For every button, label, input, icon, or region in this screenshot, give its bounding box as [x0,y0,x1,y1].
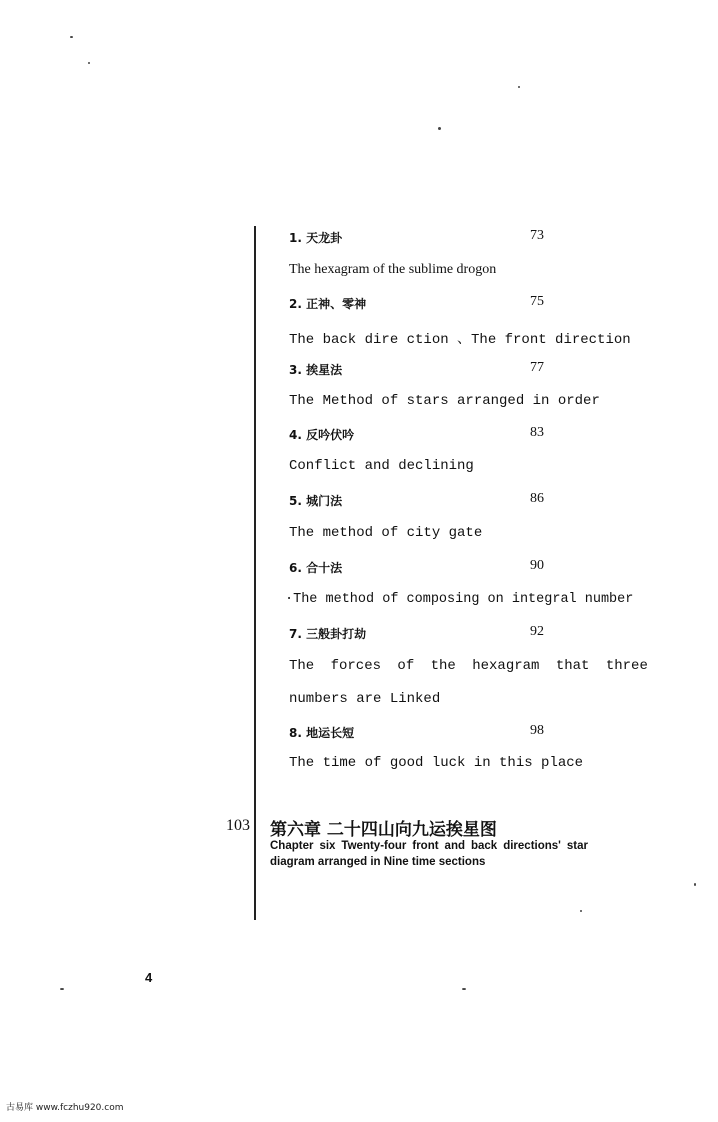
chapter-title-zh: 第六章 二十四山向九运挨星图 [270,820,497,840]
entry-8-title-zh: 8. 地运长短 [289,726,355,740]
entry-6-title-en: ·The method of composing on integral number [285,592,634,607]
vertical-rule [254,226,256,920]
footer-watermark: 古易库 www.fczhu920.com [6,1103,124,1113]
chapter-title-en: Chapter six Twenty-four front and back directions' star diagram arranged in Nine time sections [270,840,588,868]
entry-7-title-en: The forces of the hexagram that three [289,658,648,674]
entry-5-title-zh: 5. 城门法 [289,494,343,508]
scan-speck [70,36,73,38]
entry-4-title-en: Conflict and declining [289,458,474,474]
entry-6-title-zh: 6. 合十法 [289,561,343,575]
scan-speck [518,86,520,88]
entry-7-title-zh: 7. 三般卦打劫 [289,627,367,641]
page-marker: 4 [145,970,153,985]
scan-speck [438,127,441,130]
entry-3-title-zh: 3. 挨星法 [289,363,343,377]
entry-2-title-en: The back dire ction 、The front direction [289,332,631,348]
entry-1-page: 73 [530,228,544,243]
scan-speck [60,988,64,990]
scan-speck [88,62,90,64]
entry-1-title-zh: 1. 天龙卦 [289,231,343,245]
scan-speck [462,988,466,990]
entry-3-title-en: The Method of stars arranged in order [289,393,600,409]
entry-3-page: 77 [530,360,544,375]
entry-7-title-en-cont: numbers are Linked [289,691,441,707]
entry-6-page: 90 [530,558,544,573]
entry-5-page: 86 [530,491,544,506]
entry-5-title-en: The method of city gate [289,525,483,541]
entry-8-title-en: The time of good luck in this place [289,755,584,771]
entry-4-title-zh: 4. 反吟伏吟 [289,428,355,442]
chapter-page-number: 103 [226,817,250,834]
scan-speck [580,910,582,912]
entry-8-page: 98 [530,723,544,738]
entry-7-page: 92 [530,624,544,639]
scan-speck [694,883,696,886]
entry-1-title-en: The hexagram of the sublime drogon [289,262,497,277]
entry-4-page: 83 [530,425,544,440]
entry-2-page: 75 [530,294,544,309]
entry-2-title-zh: 2. 正神、零神 [289,297,367,311]
